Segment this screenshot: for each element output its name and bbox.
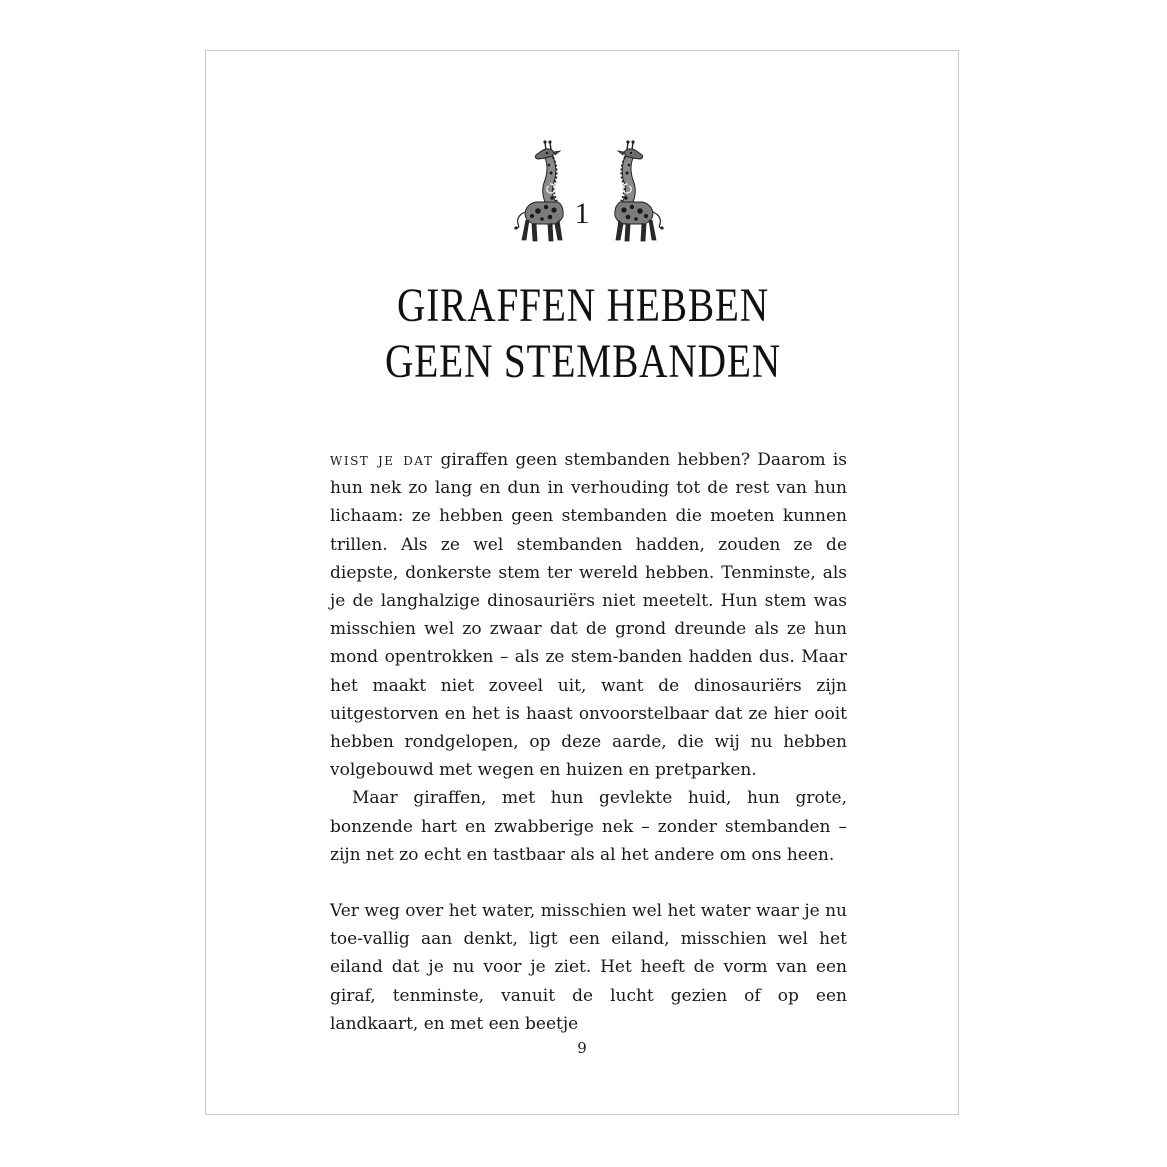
chapter-title (372, 278, 793, 390)
chapter-title-line-1: GIRAFFEN HEBBEN (396, 279, 770, 332)
book-page (205, 50, 959, 1115)
paragraph-1-text: giraffen geen stembanden hebben? Daarom is hun nek zo lang en dun in verhouding tot de rest van hun lichaam: ze hebben geen stembanden die moeten kunnen trillen. Als ze wel stembanden hadden, zouden ze de diepste, donkerste stem ter wereld hebben. Tenminste, als je de langhalzige dinosauriërs niet meetelt. Hun stem was misschien wel zo zwaar dat de grond dreunde als ze hun mond opentrokken – als ze stem-banden hadden dus. Maar het maakt niet zoveel uit, want de dinosauriërs zijn uitgestorven en het is haast onvoorstelbaar dat ze hier ooit hebben rondgelopen, op deze aarde, die wij nu hebben volgebouwd met wegen en huizen en pretparken. (330, 450, 848, 781)
paragraph-1 (330, 446, 847, 784)
chapter-body (330, 446, 847, 1038)
chapter-number: 1 (574, 197, 590, 230)
paragraph-3: Ver weg over het water, misschien wel het water waar je nu toe-vallig aan denkt, ligt een eiland, misschien wel het eiland dat je nu voor je ziet. Het heeft de vorm van een giraf, tenminste, vanuit de lucht gezien of op een landkaart, en met een beetje (330, 901, 847, 1034)
page-number: 9 (577, 1039, 587, 1057)
lead-in-smallcaps: wist je dat (330, 450, 434, 470)
chapter-title-line-2: GEEN STEMBANDEN (384, 335, 782, 388)
paragraph-2: Maar giraffen, met hun gevlekte huid, hun grote, bonzende hart en zwabberige nek – zonder stembanden – zijn net zo echt en tastbaar als al het andere om ons heen. (330, 788, 847, 865)
